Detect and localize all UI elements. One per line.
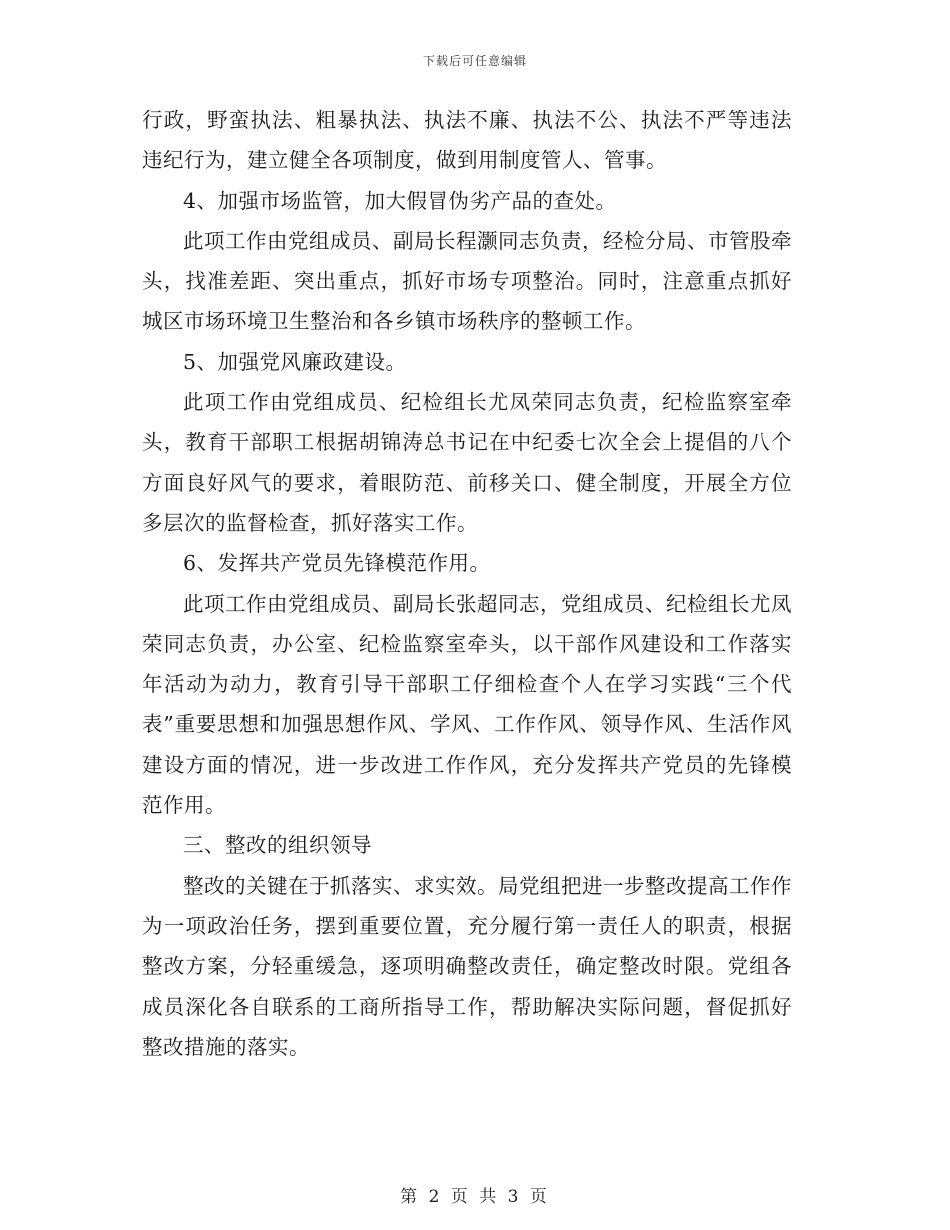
section-heading-4: 4、加强市场监管，加大假冒伪劣产品的查处。	[183, 188, 617, 213]
section-heading-6: 6、发挥共产党员先锋模范作用。	[183, 551, 491, 576]
page-footer: 第 2 页 共 3 页	[400, 1187, 550, 1207]
section-heading-5: 5、加强党风廉政建设。	[183, 349, 407, 374]
page-header: 下载后可任意编辑	[422, 54, 527, 68]
paragraph-1: 行政，野蛮执法、粗暴执法、执法不廉、执法不公、执法不严等违法违纪行为，建立健全各项制度，做到用制度管人、管事。	[142, 108, 792, 173]
paragraph-5: 整改的关键在于抓落实、求实效。局党组把进一步整改提高工作作为一项政治任务，摆到重要位置，充分履行第一责任人的职责，根据整改方案，分轻重缓急，逐项明确整改责任，确定整改时限。党组各成员深化各自联系的工商所指导工作，帮助解决实际问题，督促抓好整改措施的落实。	[142, 873, 792, 1059]
paragraph-2: 此项工作由党组成员、副局长程灏同志负责，经检分局、市管股牵头，找准差距、突出重点，抓好市场专项整治。同时，注意重点抓好城区市场环境卫生整治和各乡镇市场秩序的整顿工作。	[142, 228, 792, 334]
section-heading-3: 三、整改的组织领导	[183, 833, 372, 858]
paragraph-3: 此项工作由党组成员、纪检组长尤凤荣同志负责，纪检监察室牵头，教育干部职工根据胡锦涛总书记在中纪委七次全会上提倡的八个方面良好风气的要求，着眼防范、前移关口、健全制度，开展全方位多层次的监督检查，抓好落实工作。	[142, 390, 792, 535]
paragraph-4: 此项工作由党组成员、副局长张超同志，党组成员、纪检组长尤凤荣同志负责，办公室、纪检监察室牵头，以干部作风建设和工作落实年活动为动力，教育引导干部职工仔细检查个人在学习实践“三个代表”重要思想和加强思想作风、学风、工作作风、领导作风、生活作风建设方面的情况，进一步改进工作作风，充分发挥共产党员的先锋模范作用。	[142, 591, 792, 818]
document-body	[142, 100, 792, 1067]
